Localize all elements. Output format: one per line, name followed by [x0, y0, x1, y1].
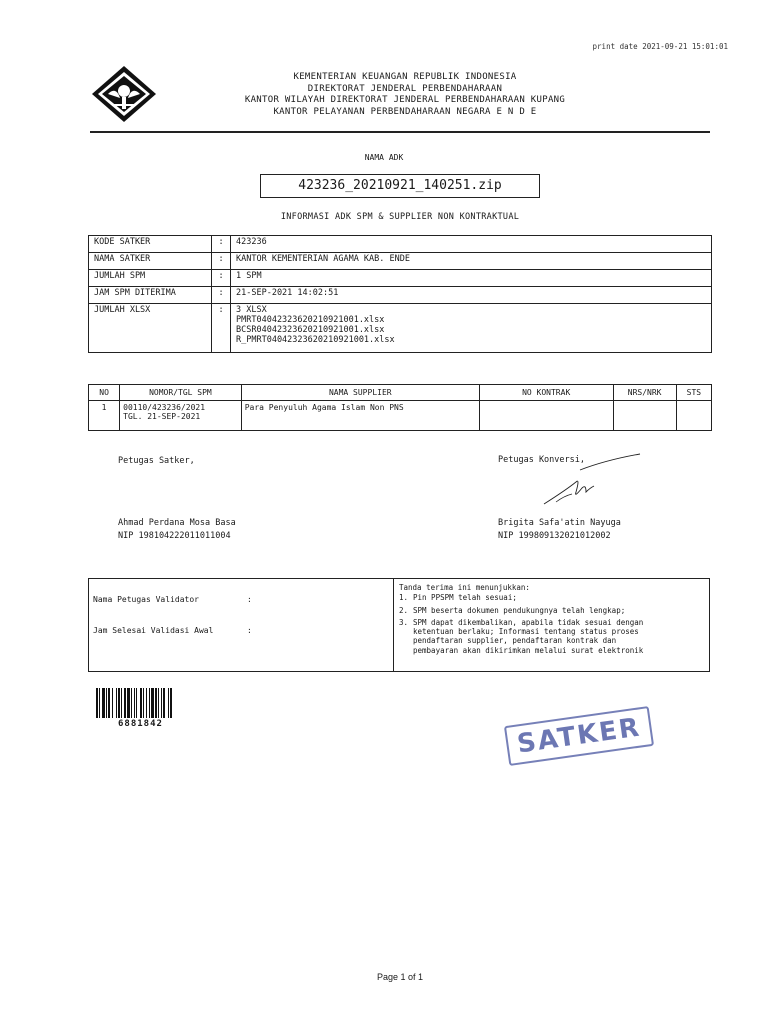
petugas-konversi-title: Petugas Konversi,: [498, 455, 585, 465]
jumlah-spm-value: 1 SPM: [231, 270, 712, 287]
receipt-item: [399, 593, 705, 602]
row-sts: [676, 401, 711, 431]
col-nrs-nrk: NRS/NRK: [613, 385, 676, 401]
satker-stamp: [504, 706, 654, 766]
barcode-bar: [118, 688, 120, 718]
stamp-text: SATKER: [515, 712, 643, 760]
barcode-bar: [155, 688, 157, 718]
signature-mark-icon: [536, 452, 646, 510]
petugas-satker-nip: NIP 198104222011011004: [118, 531, 231, 541]
item-text: [413, 618, 643, 655]
item-text-line: pendaftaran supplier, pendaftaran kontrak dan: [413, 636, 617, 646]
table-row: [89, 270, 712, 287]
validation-time-label: Jam Selesai Validasi Awal: [93, 626, 214, 635]
row-no: 1: [89, 401, 120, 431]
receipt-item: [399, 606, 705, 615]
item-text: SPM beserta dokumen pendukungnya telah lengkap;: [413, 605, 626, 615]
item-text-line: pembayaran akan dikirimkan melalui surat elektronik: [413, 645, 644, 655]
row-nomor-spm: [120, 401, 242, 431]
header-directorate: DIREKTORAT JENDERAL PERBENDAHARAAN: [307, 83, 503, 94]
barcode-bar: [108, 688, 110, 718]
barcode-bar: [149, 688, 150, 718]
receipt-intro: Tanda terima ini menunjukkan:: [399, 583, 530, 592]
spm-table: [88, 384, 712, 431]
item-text: Pin PPSPM telah sesuai;: [413, 593, 517, 603]
col-no: NO: [89, 385, 120, 401]
kode-satker-label: KODE SATKER: [89, 236, 212, 253]
barcode-bar: [121, 688, 122, 718]
col-no-kontrak: NO KONTRAK: [479, 385, 613, 401]
xlsx-count: 3 XLSX: [236, 305, 267, 315]
xlsx-file: BCSR04042323620210921001.xlsx: [236, 325, 385, 335]
barcode-bar: [151, 688, 154, 718]
xlsx-file: R_PMRT04042323620210921001.xlsx: [236, 335, 395, 345]
barcode-bar: [99, 688, 100, 718]
row-supplier: Para Penyuluh Agama Islam Non PNS: [241, 401, 479, 431]
kemenkeu-logo-icon: [90, 64, 158, 124]
barcode-icon: [96, 688, 200, 720]
jam-spm-value: 21-SEP-2021 14:02:51: [231, 287, 712, 304]
barcode-bar: [158, 688, 159, 718]
item-text-line: ketentuan berlaku; Informasi tentang status proses: [413, 627, 639, 637]
row-kontrak: [479, 401, 613, 431]
barcode-bar: [170, 688, 172, 718]
barcode-bar: [96, 688, 98, 718]
petugas-satker-name: Ahmad Perdana Mosa Basa: [118, 518, 236, 528]
xlsx-file: PMRT040423236202109210​01.xlsx: [236, 315, 385, 325]
petugas-konversi-name: Brigita Safa'atin Nayuga: [498, 518, 621, 528]
barcode-bar: [163, 688, 165, 718]
jumlah-xlsx-label: JUMLAH XLSX: [89, 304, 212, 353]
nama-satker-value: KANTOR KEMENTERIAN AGAMA KAB. ENDE: [231, 253, 712, 270]
item-number: 2.: [399, 605, 409, 615]
table-row: [89, 401, 712, 431]
kode-satker-value: 423236: [231, 236, 712, 253]
colon: :: [212, 287, 231, 304]
colon: :: [247, 595, 252, 604]
barcode-number: 6881842: [118, 719, 163, 729]
barcode-bar: [131, 688, 132, 718]
barcode-bar: [136, 688, 137, 718]
item-number: 3.: [399, 617, 409, 627]
receipt-panel: [399, 583, 705, 655]
header-office: KANTOR PELAYANAN PERBENDAHARAAN NEGARA E N D E: [273, 106, 537, 117]
header-divider: [90, 131, 710, 133]
colon: :: [247, 626, 252, 635]
col-nomor-spm: NOMOR/TGL SPM: [120, 385, 242, 401]
table-row: [89, 236, 712, 253]
barcode-bar: [146, 688, 147, 718]
table-row: [89, 287, 712, 304]
validator-panel: [89, 579, 394, 671]
adk-label: NAMA ADK: [364, 153, 404, 162]
validator-name-label: Nama Petugas Validator: [93, 595, 199, 604]
barcode-bar: [127, 688, 130, 718]
barcode-bar: [134, 688, 135, 718]
jumlah-spm-label: JUMLAH SPM: [89, 270, 212, 287]
item-number: 1.: [399, 593, 409, 603]
col-sts: STS: [676, 385, 711, 401]
info-title: INFORMASI ADK SPM & SUPPLIER NON KONTRAKTUAL: [280, 212, 520, 222]
header-regional-office: KANTOR WILAYAH DIREKTORAT JENDERAL PERBENDAHARAAN KUPANG: [244, 95, 566, 105]
table-row: [89, 304, 712, 353]
barcode-bar: [161, 688, 162, 718]
colon: :: [212, 236, 231, 253]
receipt-item: [399, 618, 705, 655]
nama-satker-label: NAMA SATKER: [89, 253, 212, 270]
colon: :: [212, 253, 231, 270]
spm-date: TGL. 21-SEP-2021: [123, 412, 201, 421]
barcode-bar: [124, 688, 126, 718]
barcode-bar: [106, 688, 107, 718]
row-nrs: [613, 401, 676, 431]
header-ministry: KEMENTERIAN KEUANGAN REPUBLIK INDONESIA: [293, 72, 517, 82]
print-date: print date 2021-09-21 15:01:01: [592, 42, 728, 51]
table-header-row: [89, 385, 712, 401]
table-row: [89, 253, 712, 270]
col-nama-supplier: NAMA SUPPLIER: [241, 385, 479, 401]
colon: :: [212, 304, 231, 353]
colon: :: [212, 270, 231, 287]
page-number: Page 1 of 1: [376, 972, 424, 982]
adk-filename: 423236_20210921_140251.zip: [260, 174, 540, 198]
barcode-bar: [102, 688, 105, 718]
document-header: [190, 72, 620, 118]
jam-spm-label: JAM SPM DITERIMA: [89, 287, 212, 304]
validation-box: [88, 578, 710, 672]
spm-number: 00110/423236/2021: [123, 403, 206, 412]
petugas-konversi-nip: NIP 199809132021012002: [498, 531, 611, 541]
petugas-satker-title: Petugas Satker,: [118, 456, 195, 466]
jumlah-xlsx-value: [231, 304, 712, 353]
barcode-bar: [140, 688, 142, 718]
barcode-bar: [168, 688, 169, 718]
barcode-bar: [143, 688, 144, 718]
item-text-line: SPM dapat dikembalikan, apabila tidak sesuai dengan: [413, 617, 644, 627]
barcode-bar: [112, 688, 113, 718]
info-table: [88, 235, 712, 353]
barcode-bar: [116, 688, 117, 718]
